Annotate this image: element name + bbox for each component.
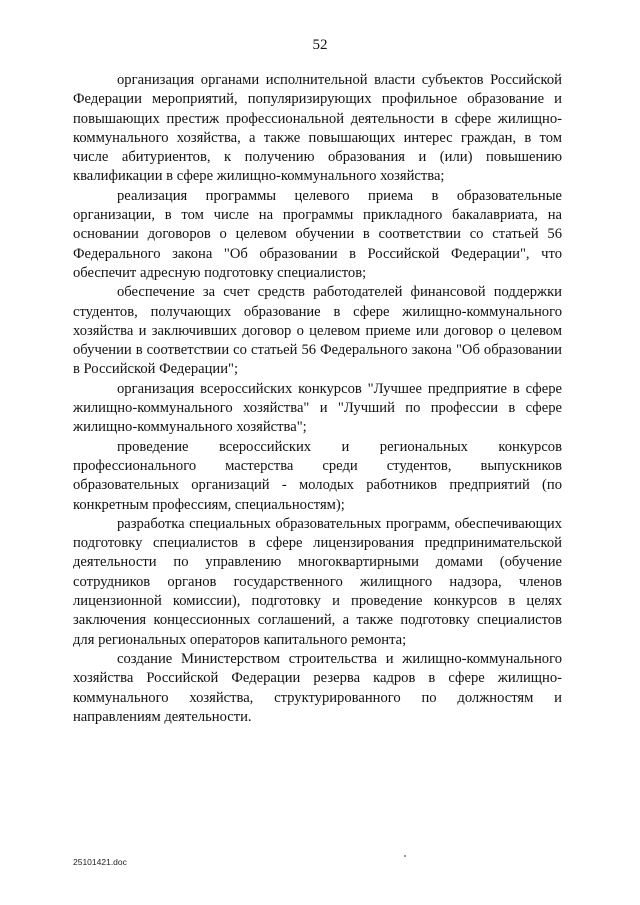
footer-filename: 25101421.doc [73, 857, 127, 867]
scan-speck [404, 855, 406, 857]
paragraph: организация всероссийских конкурсов "Лучшее предприятие в сфере жилищно-коммунального хозяйства" и "Лучший по профессии в сфере жилищно-коммунального хозяйства"; [73, 380, 562, 436]
paragraph: организация органами исполнительной власти субъектов Российской Федерации мероприятий, популяризирующих профильное образование и повышающих престиж профессиональной деятельности в сфере жилищно-коммунального хозяйства, а также повышающих интерес граждан, в том числе абитуриентов, к получению образования и (или) повышению квалификации в сфере жилищно-коммунального хозяйства; [73, 72, 562, 185]
paragraph: создание Министерством строительства и жилищно-коммунального хозяйства Российской Федерации резерва кадров в сфере жилищно-коммунального хозяйства, структурированного по должностям и направлениям деятельности. [73, 650, 562, 725]
paragraph: разработка специальных образовательных программ, обеспечивающих подготовку специалистов в сфере лицензирования предпринимательской деятельности по управлению многоквартирными домами (обучение сотрудников органов государственного жилищного надзора, членов лицензионной комиссии), подготовку и проведение конкурсов в целях заключения концессионных соглашений, а также подготовку специалистов для региональных операторов капитального ремонта; [73, 515, 562, 648]
page-number: 52 [312, 37, 328, 53]
paragraph: обеспечение за счет средств работодателей финансовой поддержки студентов, получающих образование в сфере жилищно-коммунального хозяйства и заключивших договор о целевом приеме или договор о целевом обучении в соответствии со статьей 56 Федерального закона "Об образовании в Российской Федерации"; [73, 284, 562, 378]
paragraph: проведение всероссийских и региональных конкурсов профессионального мастерства среди студентов, выпускников образовательных организаций - молодых работников предприятий (по конкретным профессиям, специальностям); [73, 438, 562, 513]
paragraph: реализация программы целевого приема в образовательные организации, в том числе на программы прикладного бакалавриата, на основании договоров о целевом обучении в соответствии со статьей 56 Федерального закона "Об образовании в Российской Федерации", что обеспечит адресную подготовку специалистов; [73, 187, 562, 281]
document-body [73, 71, 562, 727]
